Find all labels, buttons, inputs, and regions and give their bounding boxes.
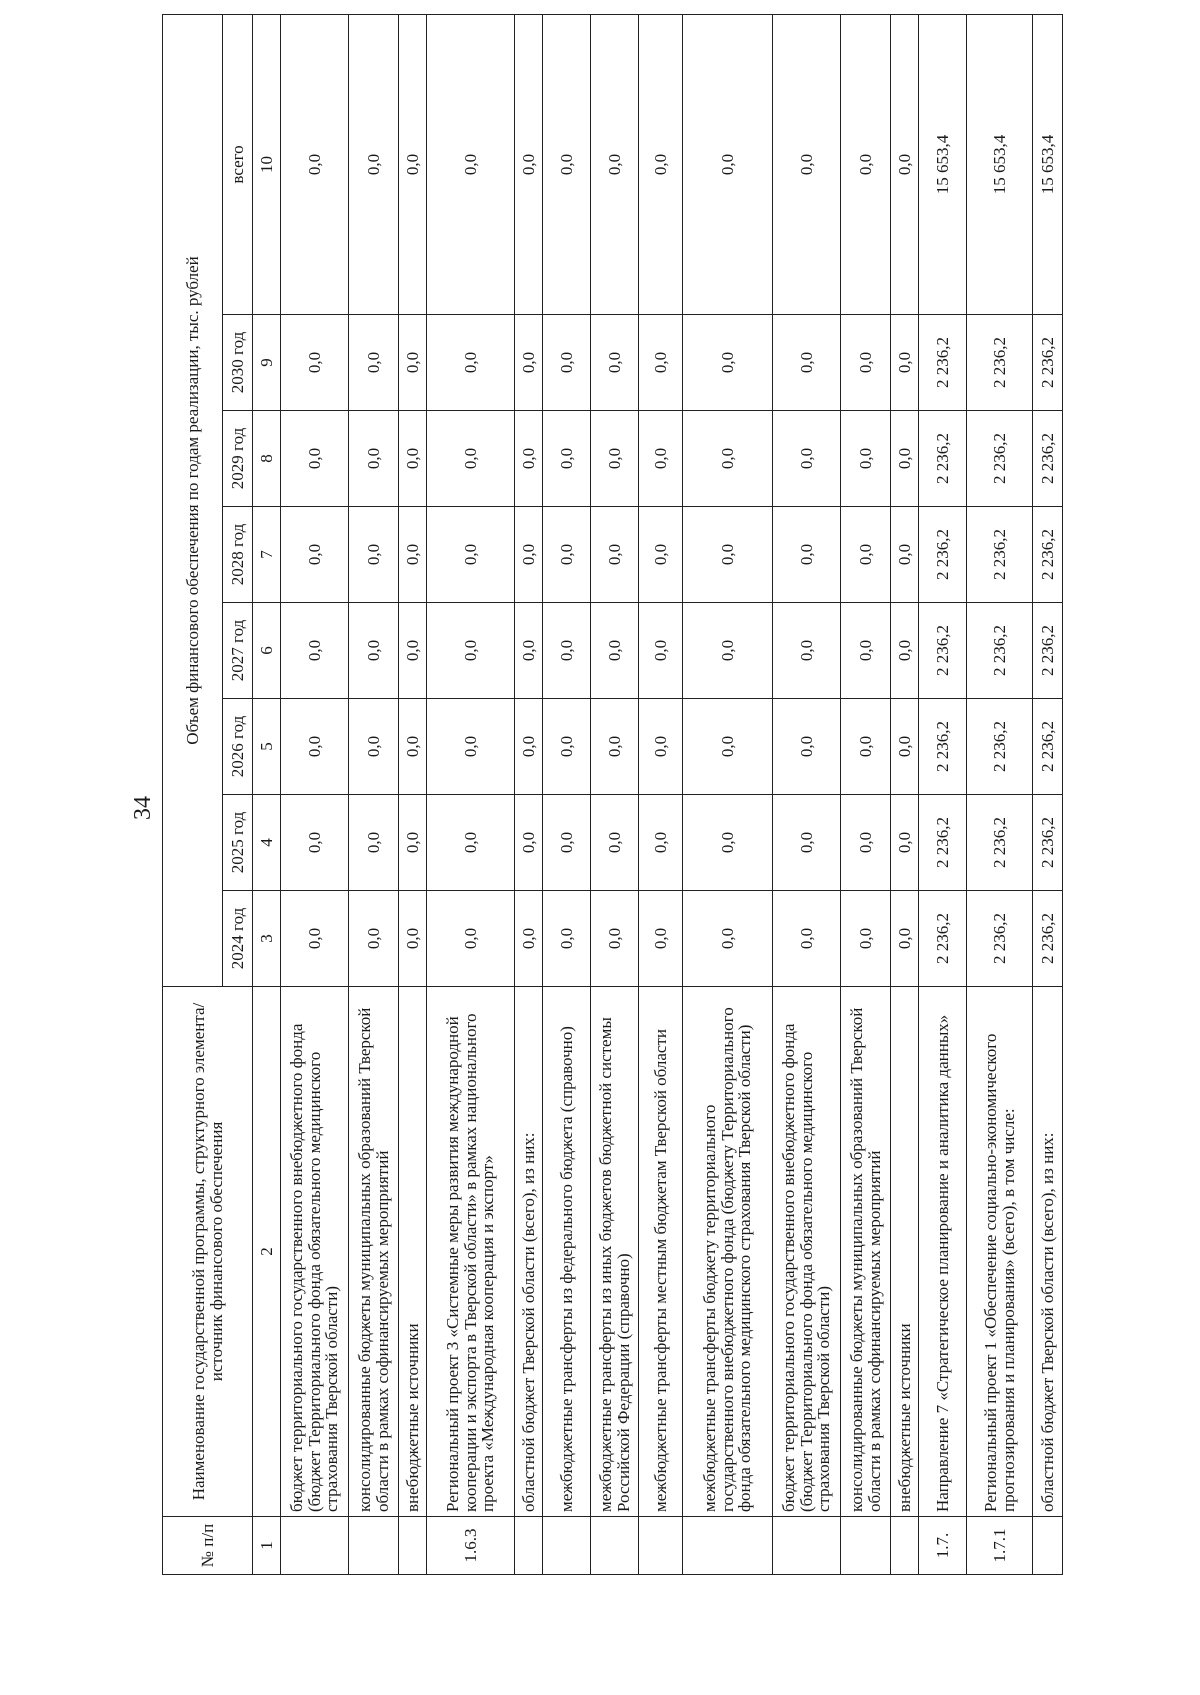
column-number: 8: [253, 411, 281, 507]
header-year: 2026 год: [223, 699, 253, 795]
row-year-value: 0,0: [399, 891, 427, 987]
row-year-value: 0,0: [639, 411, 683, 507]
column-number: 1: [253, 1517, 281, 1575]
row-year-value: 0,0: [639, 603, 683, 699]
row-total-value: 0,0: [515, 14, 543, 314]
table-row: [773, 14, 841, 1574]
row-year-value: 2 236,2: [1033, 891, 1063, 987]
row-total-value: 15 653,4: [1033, 14, 1063, 314]
row-year-value: 0,0: [841, 891, 891, 987]
row-year-value: 0,0: [683, 699, 773, 795]
row-year-value: 0,0: [591, 411, 639, 507]
page-number: 34: [130, 796, 156, 820]
row-number: [891, 1517, 919, 1575]
row-year-value: 0,0: [891, 507, 919, 603]
row-year-value: 0,0: [773, 795, 841, 891]
row-year-value: 2 236,2: [919, 507, 967, 603]
row-year-value: 0,0: [639, 699, 683, 795]
row-year-value: 0,0: [591, 795, 639, 891]
row-number: [841, 1517, 891, 1575]
row-year-value: 0,0: [683, 411, 773, 507]
row-total-value: 0,0: [639, 14, 683, 314]
row-year-value: 2 236,2: [919, 891, 967, 987]
row-number: [639, 1517, 683, 1575]
table-body: [281, 14, 1063, 1574]
row-number: [591, 1517, 639, 1575]
row-year-value: 0,0: [543, 411, 591, 507]
row-year-value: 0,0: [591, 891, 639, 987]
row-year-value: 0,0: [891, 411, 919, 507]
row-number: 1.7.1: [967, 1517, 1033, 1575]
row-year-value: 2 236,2: [967, 315, 1033, 411]
row-year-value: 2 236,2: [1033, 507, 1063, 603]
header-name: Наименование государственной программы, структурного элемента/источник финансового обеспечения: [163, 987, 253, 1517]
row-total-value: 0,0: [591, 14, 639, 314]
row-name: межбюджетные трансферты из федерального бюджета (справочно): [543, 987, 591, 1517]
header-year: 2027 год: [223, 603, 253, 699]
row-year-value: 0,0: [773, 891, 841, 987]
row-name: межбюджетные трансферты местным бюджетам Тверской области: [639, 987, 683, 1517]
row-total-value: 0,0: [773, 14, 841, 314]
table-row: [281, 14, 349, 1574]
row-year-value: 0,0: [683, 891, 773, 987]
row-year-value: 2 236,2: [967, 699, 1033, 795]
row-number: [515, 1517, 543, 1575]
table-row: [515, 14, 543, 1574]
row-year-value: 0,0: [515, 603, 543, 699]
row-number: 1.7.: [919, 1517, 967, 1575]
row-year-value: 0,0: [543, 795, 591, 891]
row-year-value: 0,0: [683, 507, 773, 603]
row-name: консолидированные бюджеты муниципальных образований Тверской области в рамках софинансируемых мероприятий: [349, 987, 399, 1517]
header-num: № п/п: [163, 1517, 253, 1575]
row-year-value: 0,0: [281, 891, 349, 987]
row-total-value: 0,0: [427, 14, 515, 314]
row-year-value: 0,0: [773, 315, 841, 411]
row-year-value: 0,0: [639, 795, 683, 891]
row-year-value: 0,0: [591, 507, 639, 603]
table-row: [967, 14, 1033, 1574]
column-number: 9: [253, 315, 281, 411]
row-year-value: 0,0: [639, 891, 683, 987]
row-year-value: 0,0: [891, 315, 919, 411]
rotated-page-content: [162, 115, 1062, 1575]
table-row: [399, 14, 427, 1574]
row-year-value: 2 236,2: [967, 795, 1033, 891]
row-year-value: 0,0: [773, 699, 841, 795]
row-year-value: 0,0: [773, 603, 841, 699]
row-total-value: 15 653,4: [967, 14, 1033, 314]
row-year-value: 0,0: [841, 411, 891, 507]
row-year-value: 2 236,2: [967, 411, 1033, 507]
row-year-value: 0,0: [281, 603, 349, 699]
row-name: консолидированные бюджеты муниципальных образований Тверской области в рамках софинансируемых мероприятий: [841, 987, 891, 1517]
row-year-value: 2 236,2: [919, 795, 967, 891]
row-year-value: 0,0: [399, 795, 427, 891]
row-name: Региональный проект 1 «Обеспечение социально-экономического прогнозирования и планирования» (всего), в том числе:: [967, 987, 1033, 1517]
row-year-value: 0,0: [427, 603, 515, 699]
column-number: 3: [253, 891, 281, 987]
header-total: всего: [223, 14, 253, 314]
row-year-value: 2 236,2: [967, 603, 1033, 699]
row-year-value: 0,0: [591, 315, 639, 411]
row-year-value: 0,0: [399, 507, 427, 603]
column-number: 4: [253, 795, 281, 891]
row-total-value: 0,0: [683, 14, 773, 314]
row-total-value: 0,0: [399, 14, 427, 314]
row-year-value: 0,0: [349, 699, 399, 795]
table-row: [891, 14, 919, 1574]
row-year-value: 0,0: [349, 411, 399, 507]
row-year-value: 0,0: [281, 315, 349, 411]
column-number: 2: [253, 987, 281, 1517]
row-number: [543, 1517, 591, 1575]
row-year-value: 2 236,2: [919, 699, 967, 795]
row-year-value: 0,0: [427, 891, 515, 987]
row-year-value: 2 236,2: [1033, 315, 1063, 411]
row-number: [773, 1517, 841, 1575]
row-name: внебюджетные источники: [399, 987, 427, 1517]
row-year-value: 0,0: [841, 507, 891, 603]
row-number: 1.6.3: [427, 1517, 515, 1575]
row-number: [349, 1517, 399, 1575]
row-year-value: 0,0: [591, 699, 639, 795]
row-year-value: 0,0: [349, 891, 399, 987]
row-number: [683, 1517, 773, 1575]
row-year-value: 0,0: [281, 507, 349, 603]
row-name: бюджет территориального государственного внебюджетного фонда (бюджет Территориального фонда обязательного медицинского страхования Тверской области): [773, 987, 841, 1517]
row-year-value: 0,0: [349, 315, 399, 411]
row-year-value: 0,0: [427, 795, 515, 891]
row-number: [1033, 1517, 1063, 1575]
row-year-value: 0,0: [515, 411, 543, 507]
table-row: [841, 14, 891, 1574]
row-year-value: 0,0: [891, 603, 919, 699]
row-year-value: 0,0: [399, 699, 427, 795]
row-year-value: 0,0: [591, 603, 639, 699]
header-year: 2024 год: [223, 891, 253, 987]
header-year: 2028 год: [223, 507, 253, 603]
table-row: [543, 14, 591, 1574]
row-year-value: 0,0: [515, 891, 543, 987]
row-year-value: 0,0: [683, 315, 773, 411]
row-year-value: 0,0: [515, 507, 543, 603]
row-year-value: 0,0: [281, 411, 349, 507]
row-year-value: 2 236,2: [967, 891, 1033, 987]
row-year-value: 0,0: [773, 411, 841, 507]
row-year-value: 0,0: [891, 891, 919, 987]
funding-table: [162, 14, 1063, 1575]
row-name: бюджет территориального государственного внебюджетного фонда (бюджет Территориального фонда обязательного медицинского страхования Тверской области): [281, 987, 349, 1517]
column-number: 5: [253, 699, 281, 795]
row-year-value: 2 236,2: [1033, 411, 1063, 507]
row-year-value: 2 236,2: [919, 603, 967, 699]
row-year-value: 2 236,2: [967, 507, 1033, 603]
row-year-value: 0,0: [773, 507, 841, 603]
table-row: [349, 14, 399, 1574]
row-year-value: 0,0: [399, 603, 427, 699]
row-year-value: 0,0: [683, 603, 773, 699]
row-year-value: 0,0: [427, 507, 515, 603]
row-year-value: 0,0: [841, 699, 891, 795]
row-name: Направление 7 «Стратегическое планирование и аналитика данных»: [919, 987, 967, 1517]
row-total-value: 0,0: [543, 14, 591, 314]
row-total-value: 0,0: [349, 14, 399, 314]
row-year-value: 2 236,2: [919, 411, 967, 507]
row-total-value: 0,0: [841, 14, 891, 314]
row-year-value: 0,0: [281, 795, 349, 891]
row-total-value: 0,0: [281, 14, 349, 314]
row-year-value: 0,0: [427, 699, 515, 795]
row-year-value: 0,0: [543, 603, 591, 699]
row-name: областной бюджет Тверской области (всего), из них:: [515, 987, 543, 1517]
table-row: [919, 14, 967, 1574]
row-name: областной бюджет Тверской области (всего), из них:: [1033, 987, 1063, 1517]
row-year-value: 0,0: [683, 795, 773, 891]
row-name: межбюджетные трансферты бюджету территориального государственного внебюджетного фонда (бюджету Территориального фонда обязательного медицинского страхования Тверской области): [683, 987, 773, 1517]
row-year-value: 0,0: [399, 411, 427, 507]
row-year-value: 0,0: [349, 603, 399, 699]
row-year-value: 0,0: [515, 315, 543, 411]
table-row: [427, 14, 515, 1574]
header-year: 2030 год: [223, 315, 253, 411]
table-row: [1033, 14, 1063, 1574]
row-name: Региональный проект 3 «Системные меры развития международной кооперации и экспорта в Тверской области» в рамках национального проекта «Международная кооперация и экспорт»: [427, 987, 515, 1517]
row-total-value: 0,0: [891, 14, 919, 314]
row-year-value: 0,0: [281, 699, 349, 795]
header-year: 2025 год: [223, 795, 253, 891]
row-year-value: 2 236,2: [1033, 603, 1063, 699]
table-row: [683, 14, 773, 1574]
row-year-value: 0,0: [891, 795, 919, 891]
row-year-value: 0,0: [639, 507, 683, 603]
table-row: [639, 14, 683, 1574]
row-name: межбюджетные трансферты из иных бюджетов бюджетной системы Российской Федерации (справочно): [591, 987, 639, 1517]
row-total-value: 15 653,4: [919, 14, 967, 314]
row-year-value: 0,0: [515, 795, 543, 891]
row-year-value: 0,0: [349, 507, 399, 603]
row-year-value: 0,0: [399, 315, 427, 411]
row-name: внебюджетные источники: [891, 987, 919, 1517]
table-header: [163, 14, 281, 1574]
header-year: 2029 год: [223, 411, 253, 507]
row-year-value: 2 236,2: [919, 315, 967, 411]
row-year-value: 0,0: [349, 795, 399, 891]
row-year-value: 0,0: [543, 507, 591, 603]
row-year-value: 2 236,2: [1033, 699, 1063, 795]
header-funding: Объем финансового обеспечения по годам реализации, тыс. рублей: [163, 14, 223, 986]
row-year-value: 0,0: [841, 315, 891, 411]
table-row: [591, 14, 639, 1574]
row-year-value: 0,0: [639, 315, 683, 411]
row-year-value: 2 236,2: [1033, 795, 1063, 891]
row-year-value: 0,0: [427, 315, 515, 411]
row-number: [281, 1517, 349, 1575]
row-year-value: 0,0: [515, 699, 543, 795]
row-year-value: 0,0: [891, 699, 919, 795]
row-year-value: 0,0: [543, 891, 591, 987]
column-number: 6: [253, 603, 281, 699]
row-year-value: 0,0: [841, 795, 891, 891]
row-year-value: 0,0: [543, 315, 591, 411]
row-number: [399, 1517, 427, 1575]
row-year-value: 0,0: [543, 699, 591, 795]
row-year-value: 0,0: [427, 411, 515, 507]
column-number: 10: [253, 14, 281, 314]
column-number: 7: [253, 507, 281, 603]
row-year-value: 0,0: [841, 603, 891, 699]
